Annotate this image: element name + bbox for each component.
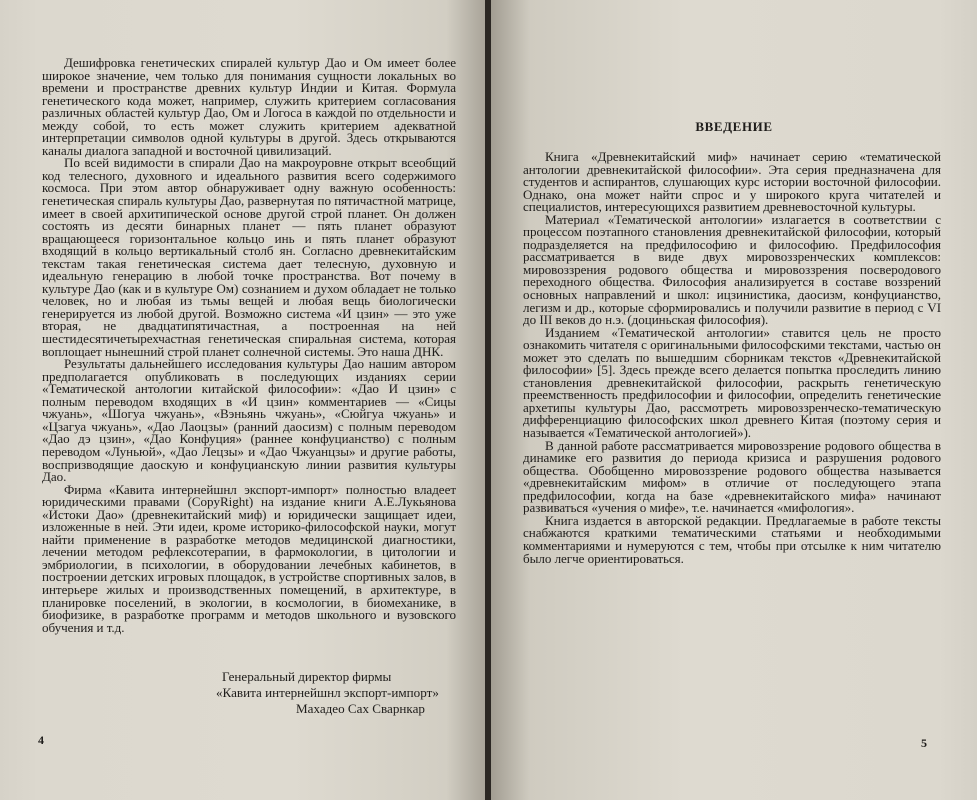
paragraph: Результаты дальнейшего исследования культуры Дао нашим автором предполагается опубликовать в последующих изданиях серии «Тематической антологии китайской философии»: «Дао И цзин» с полным переводом входящих в «И цзин» комментариев — «Сицы чжуань», «Шогуа чжуань», «Вэньянь чжуань», «Сюйгуа чжуань» и «Цзагуа чжуань», «Дао Лаоцзы» (ранний даосизм) с полным переводом «Дао дэ цзин», «Дао Конфуция» (раннее конфуцианство) с полным переводом «Луньюй», «Дао Лецзы» и «Дао Чжуанцзы» и другие работы, воспризводящие даоскую и конфуцианскую линии развития культуры Дао.	[42, 356, 456, 485]
right-page	[491, 0, 977, 800]
paragraph: Книга издается в авторской редакции. Предлагаемые в работе тексты снабжаются краткими тематическими статьями и необходимыми комментариями и нумеруются с тем, чтобы при отсылке к ним читателю было легче ориентироваться.	[523, 512, 941, 566]
signature-block	[216, 669, 439, 717]
paragraph: В данной работе рассматривается мировоззрение родового общества в динамике его развития до периода кризиса и разрушения родового общества. Обобщенно мировоззрение родового общества называется «древнекитайским мифом» в отличие от последующего этапа предфилософии, когда на базе «древнекитайского мифа» начинают развиваться «учения о мифе», т.е. начинается «мифология».	[523, 437, 941, 516]
signature-name: Махадео Сах Сварнкар	[296, 701, 425, 716]
paragraph: Книга «Древнекитайский миф» начинает серию «тематической антологии древнекитайской философии». Эта серия предназначена для студентов и аспирантов, слушающих курс истории восточной философии. Однако, она может найти спрос и у широкого круга читателей и специалистов, интересующихся развитием древневосточной культуры.	[523, 149, 941, 215]
left-page-text	[42, 57, 456, 634]
signature-company: «Кавита интернейшнл экспорт-импорт»	[216, 685, 439, 700]
paragraph: Материал «Тематической антологии» излагается в соответствии с процессом поэтапного становления древнекитайской философии, который подразделяется на предфилософию и философию. Предфилософия рассматривается в виде двух мировоззренческих комплексов: мировоззрения родового общества и мировоззрения посверодового переходного общества. Философия анализируется в составе воззрений основных направлений и школ: ицзинистика, даосизм, конфуцианство, легизм и др., которые сформировались и получили развитие в период с VI до III веков до н.э. (доциньская философия).	[523, 211, 941, 328]
right-page-text	[523, 151, 941, 565]
page-number-left: 4	[38, 733, 44, 747]
paragraph: Фирма «Кавита интернейшнл экспорт-импорт» полностью владеет юридическими правами (CopyRight) на издание книги А.Е.Лукьянова «Истоки Дао» (древнекитайский миф) и юридически защищает идеи, изложенные в ней. Эти идеи, кроме историко-философской науки, могут найти применение в разработке методов медицинской диагностики, лечении методом рефлексотерапии, в фармокологии, в цитологии и эмбриологии, в психологии, в оборудовании лечебных кабинетов, в построении детских игровых площадок, в устройстве спортивных залов, в интерьере жилых и производственных помещений, в архитектуре, в планировке поселений, в экологии, в космологии, в биомеханике, в биофизике, в разработке программ и методов школьного и вузовского обучения и т.д.	[42, 481, 456, 635]
paragraph: Дешифровка генетических спиралей культур Дао и Ом имеет более широкое значение, чем только для понимания сущности локальных во времени и пространстве древних культур Индии и Китая. Формула генетического кода может, например, служить критерием согласования различных областей культур Дао, Ом и Логоса в каждой по отдельности и между собой, то есть может служить критерием адекватной интерпретации символов одной культуры в другой. Здесь открываются каналы диалога западной и восточной цивилизаций.	[42, 55, 456, 158]
chapter-title: ВВЕДЕНИЕ	[695, 119, 773, 134]
paragraph: Изданием «Тематической антологии» ставится цель не просто ознакомить читателя с оригинальными философскими текстами, частью он может это сделать по вышедшим сборникам текстов «Древнекитайской философии» [5]. Здесь прежде всего делается попытка проследить линию становления древнекитайской философии, раскрыть генетическую преемственность предфилософии и философии, определить генетические архетипы культуры Дао, рассмотреть мировоззренческо-тематическую дифференциацию философских школ древнего Китая (поэтому серия и называется «Тематической антологией»).	[523, 324, 941, 441]
left-page	[0, 0, 485, 800]
page-number-right: 5	[921, 736, 927, 750]
signature-title: Генеральный директор фирмы	[222, 669, 392, 684]
paragraph: По всей видимости в спирали Дао на макроуровне открыт всеобщий код телесного, духовного и идеального развития всего содержимого космоса. При этом автор обнаруживает одну важную особенность: генетическая спираль культуры Дао, развернутая по пятичастной матрице, имеет в своей архитипической основе другой строй планет. Он должен состоять из десяти бинарных планет — пять планет образуют вращающееся горизонтальное кольцо инь и пять планет образуют входящий в кольцо вертикальный столб ян. Согласно древнекитайским текстам такая генетическая система дает телесную, духовную и идеальную генерацию в любой точке пространства. Вот почему в культуре Дао (как и в культуре Ом) сознанием и духом обладает не только человек, но и любая из тьмы вещей и любая вещь биологически генерируется из любой другой. Возможно система «И цзин» — это уже вторая, не двадцатипятичастная, а построенная на ней шестидесятичетырехчастная генетическая спиральная система, которая воплощает нынешний строй планет солнечной системы. Это наша ДНК.	[42, 155, 456, 359]
